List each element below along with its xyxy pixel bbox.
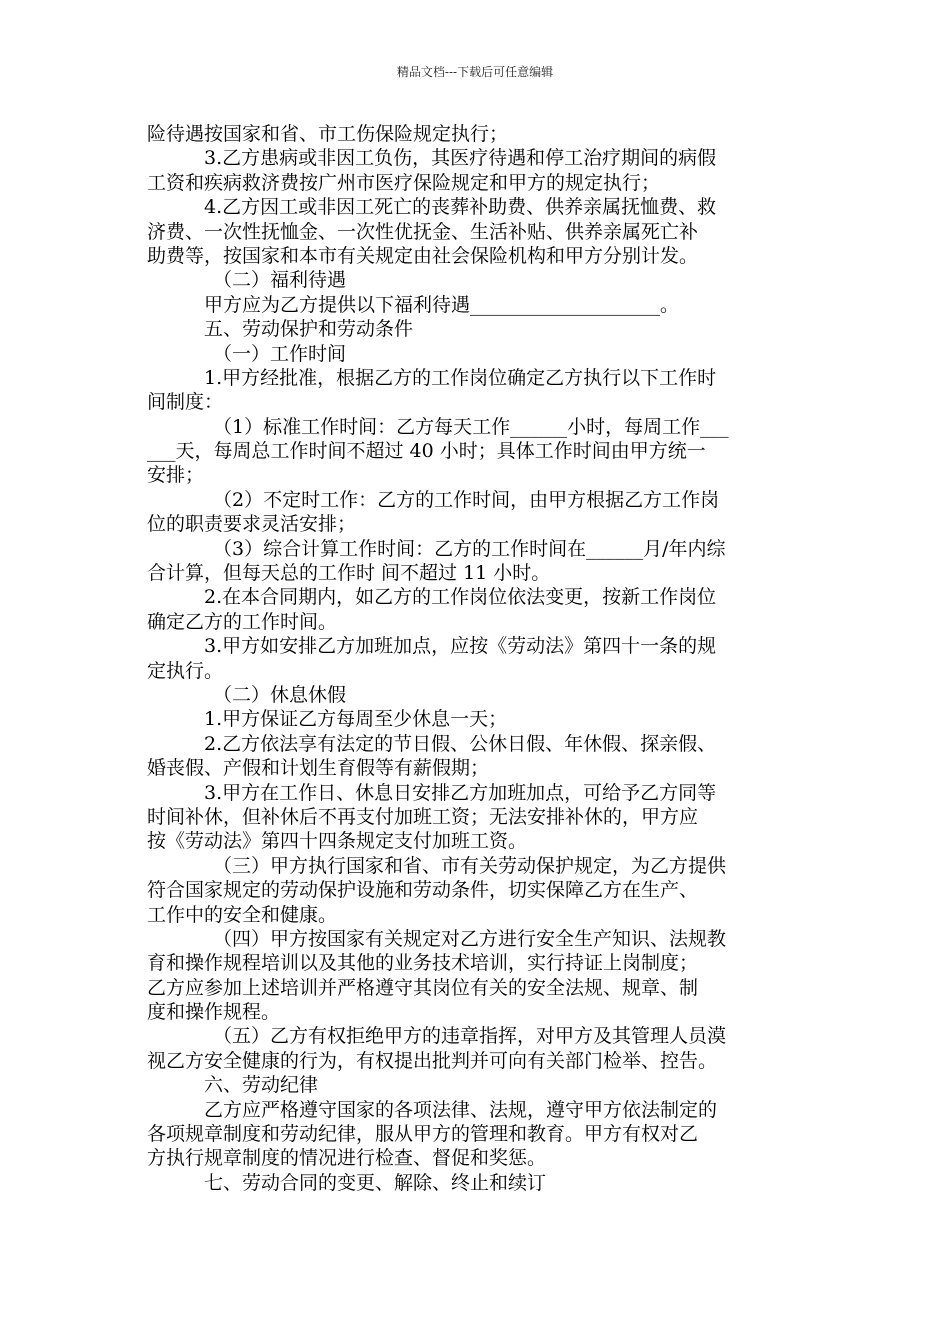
text-line: 安排； [147, 464, 205, 487]
text-line: （一）工作时间 [213, 342, 347, 365]
text-line: 各项规章制度和劳动纪律，服从甲方的管理和教育。甲方有权对乙 [147, 1123, 699, 1146]
text-line: 位的职责要求灵活安排； [147, 513, 357, 536]
text-line: 七、劳动合同的变更、解除、终止和续订 [204, 1171, 547, 1194]
text-line: 度和操作规程。 [147, 1001, 281, 1024]
text-line: （3）综合计算工作时间：乙方的工作时间在______月/年内综 [213, 537, 726, 560]
text-line: 4.乙方因工或非因工死亡的丧葬补助费、供养亲属抚恤费、救 [204, 196, 717, 219]
text-line: （二）福利待遇 [213, 269, 347, 292]
text-line: 乙方应严格遵守国家的各项法律、法规，遵守甲方依法制定的 [204, 1098, 718, 1121]
text-line: 合计算，但每天总的工作时 间不超过 11 小时。 [147, 562, 551, 585]
text-line: 方执行规章制度的情况进行检查、督促和奖惩。 [147, 1147, 547, 1170]
text-line: 3.甲方如安排乙方加班加点，应按《劳动法》第四十一条的规 [204, 635, 717, 658]
text-line: （1）标准工作时间：乙方每天工作______小时，每周工作___ [213, 415, 729, 438]
text-line: 符合国家规定的劳动保护设施和劳动条件，切实保障乙方在生产、 [147, 879, 699, 902]
text-line: （四）甲方按国家有关规定对乙方进行安全生产知识、法规教 [213, 927, 727, 950]
text-line: （2）不定时工作：乙方的工作时间，由甲方根据乙方工作岗 [213, 488, 720, 511]
document-body [147, 122, 807, 1195]
text-line: （五）乙方有权拒绝甲方的违章指挥，对甲方及其管理人员漠 [213, 1025, 727, 1048]
text-line: 视乙方安全健康的行为，有权提出批判并可向有关部门检举、控告。 [147, 1049, 718, 1072]
text-line: 1.甲方经批准，根据乙方的工作岗位确定乙方执行以下工作时 [204, 366, 717, 389]
text-line: 甲方应为乙方提供以下福利待遇____________________。 [204, 293, 680, 316]
page-header: 精品文档---下载后可任意编辑 [396, 65, 554, 79]
text-line: 乙方应参加上述培训并严格遵守其岗位有关的安全法规、规章、制 [147, 976, 699, 999]
text-line: 婚丧假、产假和计划生育假等有薪假期； [147, 757, 490, 780]
text-line: 济费、一次性抚恤金、一次性优抚金、生活补贴、供养亲属死亡补 [147, 220, 699, 243]
text-line: 定执行。 [147, 659, 224, 682]
text-line: 按《劳动法》第四十四条规定支付加班工资。 [147, 830, 528, 853]
text-line: （三）甲方执行国家和省、市有关劳动保护规定，为乙方提供 [213, 854, 727, 877]
text-line: 1.甲方保证乙方每周至少休息一天； [204, 708, 508, 731]
text-line: 五、劳动保护和劳动条件 [204, 318, 414, 341]
text-line: 2.在本合同期内，如乙方的工作岗位依法变更，按新工作岗位 [204, 586, 717, 609]
text-line: ___天，每周总工作时间不超过 40 小时；具体工作时间由甲方统一 [147, 440, 706, 463]
text-line: 时间补休，但补休后不再支付加班工资；无法安排补休的，甲方应 [147, 805, 699, 828]
text-line: 育和操作规程培训以及其他的业务技术培训，实行持证上岗制度； [147, 952, 699, 975]
text-line: （二）休息休假 [213, 683, 347, 706]
text-line: 工资和疾病救济费按广州市医疗保险规定和甲方的规定执行； [147, 171, 661, 194]
text-line: 3.乙方患病或非因工负伤，其医疗待遇和停工治疗期间的病假 [204, 147, 717, 170]
text-line: 2.乙方依法享有法定的节日假、公休日假、年休假、探亲假、 [204, 732, 717, 755]
text-line: 工作中的安全和健康。 [147, 903, 338, 926]
text-line: 3.甲方在工作日、休息日安排乙方加班加点，可给予乙方同等 [204, 781, 717, 804]
text-line: 六、劳动纪律 [204, 1074, 319, 1097]
text-line: 间制度： [147, 391, 224, 414]
text-line: 助费等，按国家和本市有关规定由社会保险机构和甲方分别计发。 [147, 244, 699, 267]
text-line: 确定乙方的工作时间。 [147, 610, 338, 633]
text-line: 险待遇按国家和省、市工伤保险规定执行； [147, 123, 509, 145]
